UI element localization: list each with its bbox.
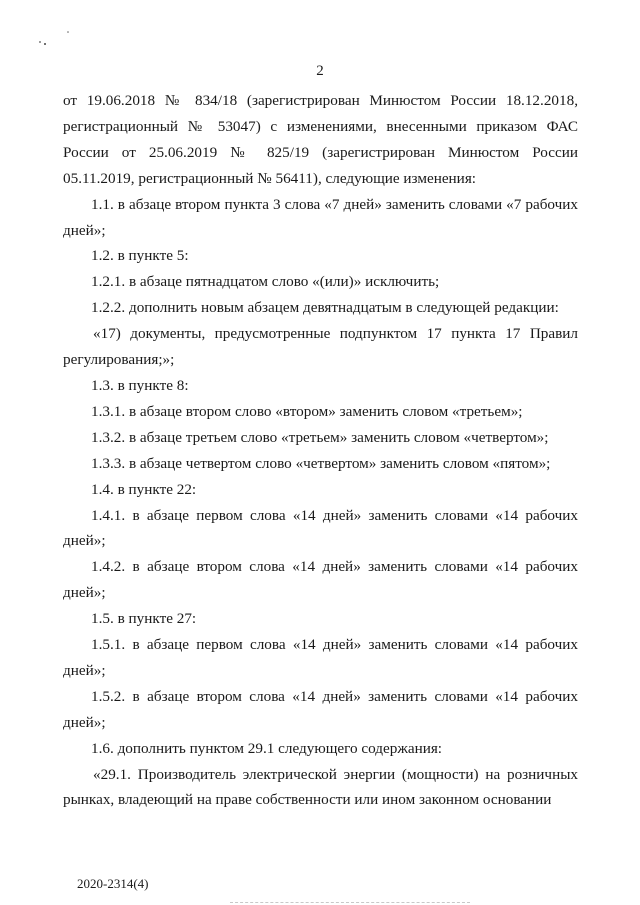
document-footer-code: 2020-2314(4): [77, 876, 149, 891]
paragraph-1-2-1: 1.2.1. в абзаце пятнадцатом слово «(или)» исключить;: [91, 273, 440, 291]
scan-artifact-marks: [30, 30, 70, 50]
scan-bottom-edge: [230, 902, 470, 904]
paragraph-1-6: 1.6. дополнить пунктом 29.1 следующего содержания:: [91, 739, 443, 757]
paragraph-1-3-1: 1.3.1. в абзаце втором слово «втором» заменить словом «третьем»;: [91, 402, 523, 420]
paragraph-1-2-2: 1.2.2. дополнить новым абзацем девятнадцатым в следующей редакции:: [91, 299, 559, 317]
paragraph-quoted-17: «17) документы, предусмотренные подпунктом 17 пункта 17 Правил регулирования;»;: [63, 325, 578, 369]
paragraph-1-1: 1.1. в абзаце втором пункта 3 слова «7 дней» заменить словами «7 рабочих дней»;: [63, 195, 578, 239]
paragraph-1-4: 1.4. в пункте 22:: [91, 480, 197, 498]
paragraph-1-5-2: 1.5.2. в абзаце втором слова «14 дней» заменить словами «14 рабочих дней»;: [63, 687, 578, 731]
page-number: 2: [316, 63, 324, 79]
paragraph-1-5-1: 1.5.1. в абзаце первом слова «14 дней» заменить словами «14 рабочих дней»;: [63, 636, 578, 679]
paragraph-quoted-29-1: «29.1. Производитель электрической энергии (мощности) на розничных рынках, владеющий на праве собственности или ином законном основании: [63, 765, 578, 809]
paragraph-1-4-1: 1.4.1. в абзаце первом слова «14 дней» заменить словами «14 рабочих дней»;: [63, 506, 578, 550]
paragraph-1-3: 1.3. в пункте 8:: [91, 376, 189, 394]
paragraph-1-3-2: 1.3.2. в абзаце третьем слово «третьем» заменить словом «четвертом»;: [91, 428, 549, 446]
paragraph-intro-continuation: от 19.06.2018 № 834/18 (зарегистрирован Минюстом России 18.12.2018, регистрационный № 53047) с изменениями, внесенными приказом ФАС России от 25.06.2019 № 825/19 (зарегистрирован Минюстом России 05.11.2019, регистрационный № 56411), следующие изменения:: [63, 92, 578, 187]
paragraph-1-2: 1.2. в пункте 5:: [91, 247, 189, 265]
document-body: [63, 88, 578, 813]
paragraph-1-3-3: 1.3.3. в абзаце четвертом слово «четвертом» заменить словом «пятом»;: [91, 454, 551, 472]
paragraph-1-4-2: 1.4.2. в абзаце втором слова «14 дней» заменить словами «14 рабочих дней»;: [63, 558, 578, 602]
paragraph-1-5: 1.5. в пункте 27:: [91, 610, 197, 628]
